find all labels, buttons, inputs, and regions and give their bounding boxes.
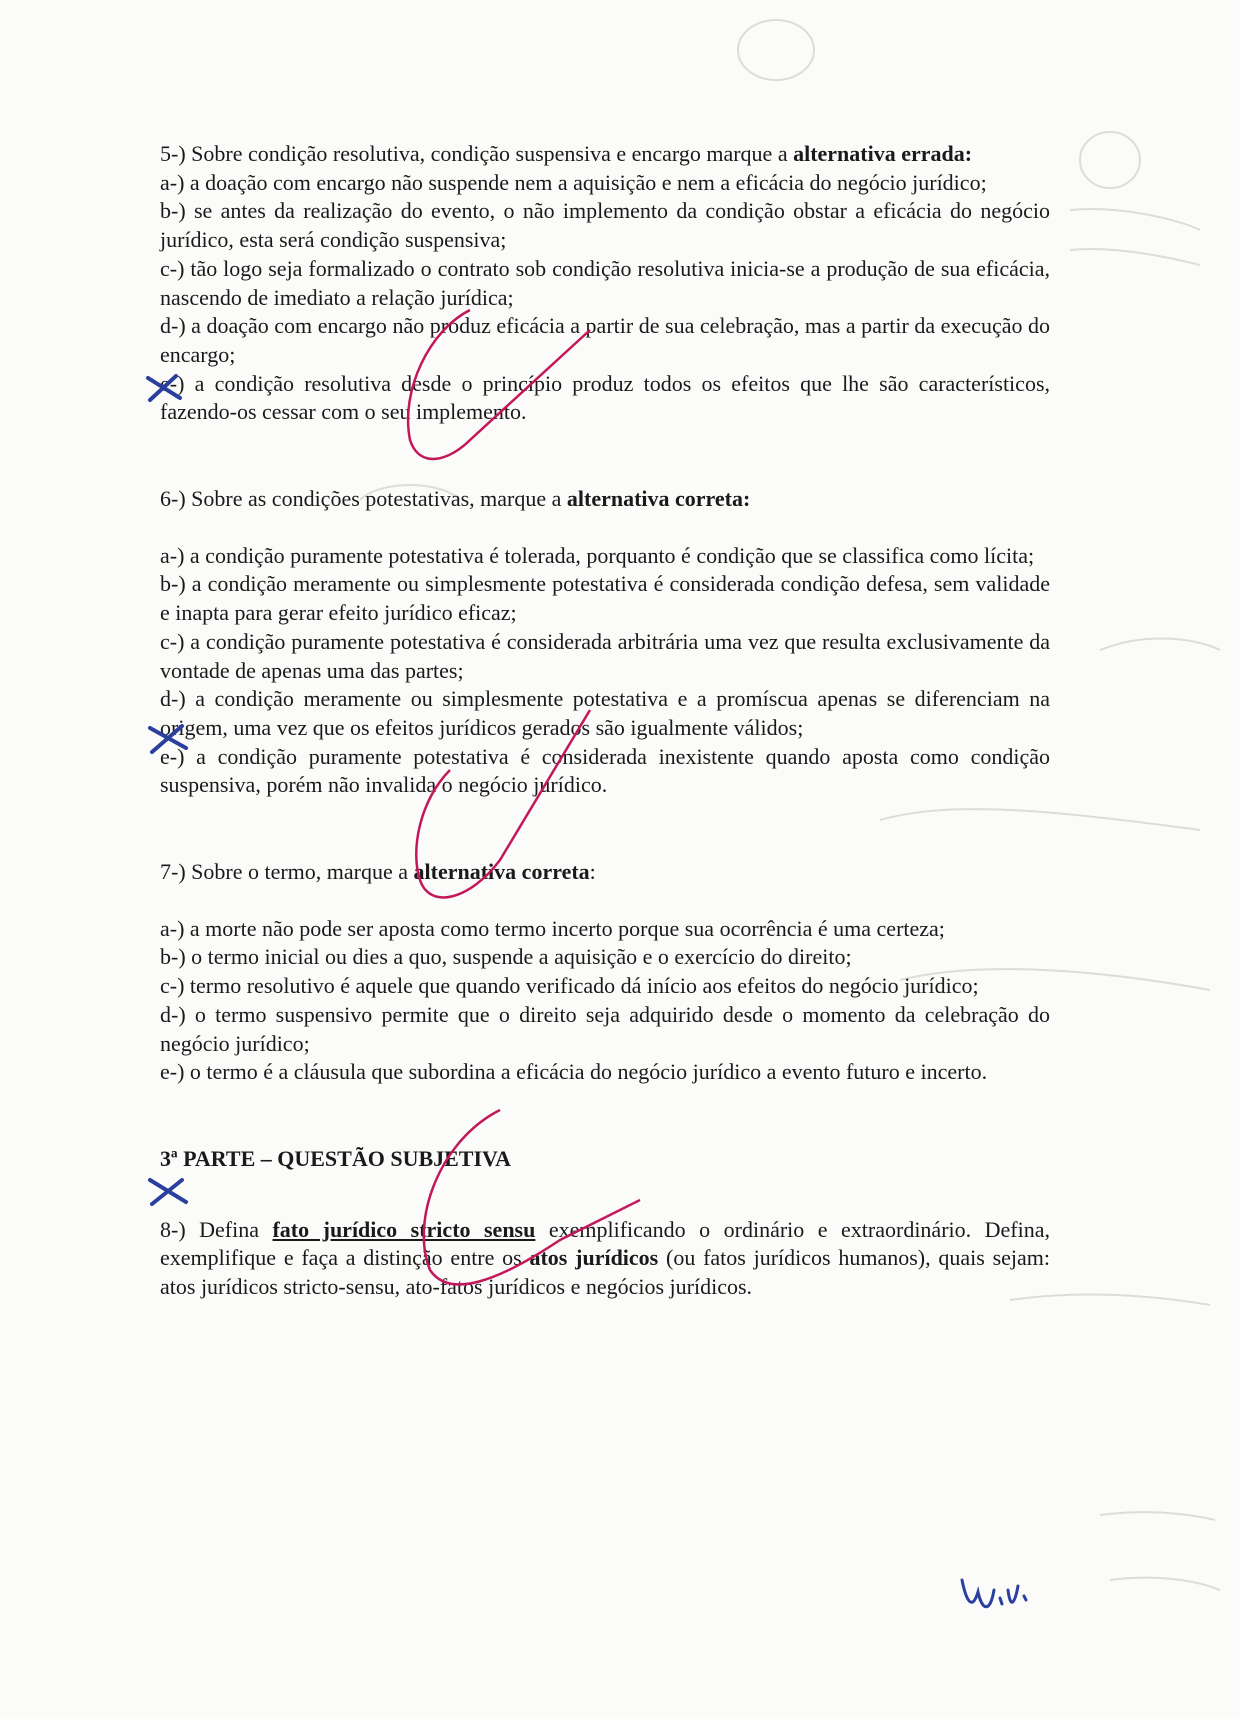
question-6-option-b: b-) a condição meramente ou simplesmente potestativa é considerada condição defesa, sem validade e inapta para gerar efeito jurídico eficaz; <box>160 571 1050 626</box>
question-5-option-c: c-) tão logo seja formalizado o contrato sob condição resolutiva inicia-se a produção de sua eficácia, nascendo de imediato a relação jurídica; <box>160 255 1050 310</box>
spacer <box>160 887 1050 915</box>
question-8-mid: exemplificando o ordinário e extraordinário. Defina, exemplifique e faça a distinção entre os <box>160 1216 1050 1271</box>
question-8 <box>160 1216 1050 1302</box>
question-7-option-b: b-) o termo inicial ou dies a quo, suspende a aquisição e o exercício do direito; <box>160 944 852 970</box>
question-7-emphasis: alternativa correta <box>413 859 590 885</box>
question-7-option-a: a-) a morte não pode ser aposta como termo incerto porque sua ocorrência é uma certeza; <box>160 915 945 941</box>
question-8-post: (ou fatos jurídicos humanos), quais sejam: atos jurídicos stricto-sensu, ato-fatos jurídicos e negócios jurídicos. <box>160 1245 1051 1300</box>
question-7-option-d: d-) o termo suspensivo permite que o direito seja adquirido desde o momento da celebração do negócio jurídico; <box>160 1001 1050 1056</box>
question-7-stem-text: 7-) Sobre o termo, marque a <box>160 859 414 885</box>
question-6-stem-text: 6-) Sobre as condições potestativas, marque a <box>160 486 567 512</box>
spacer <box>160 514 1050 542</box>
question-7 <box>160 858 1050 1087</box>
question-5-stem-text: 5-) Sobre condição resolutiva, condição suspensiva e encargo marque a <box>160 141 794 166</box>
question-5-option-a: a-) a doação com encargo não suspende nem a aquisição e nem a eficácia do negócio jurídico; <box>160 169 987 195</box>
signature <box>962 1580 1026 1607</box>
question-5-stem <box>160 140 1050 169</box>
question-8-term: fato jurídico stricto sensu <box>272 1216 536 1242</box>
question-5-option-d: d-) a doação com encargo não produz eficácia a partir de sua celebração, mas a partir da execução do encargo; <box>160 313 1050 367</box>
question-6-option-c: c-) a condição puramente potestativa é considerada arbitrária uma vez que resulta exclusivamente da vontade de apenas uma das partes; <box>160 628 1050 683</box>
section-title: 3ª PARTE – QUESTÃO SUBJETIVA <box>160 1145 511 1171</box>
question-6-option-e: e-) a condição puramente potestativa é considerada inexistente quando aposta como condição suspensiva, porém não invalida o negócio jurídico. <box>160 743 1050 798</box>
question-5-option-e: e-) a condição resolutiva desde o princípio produz todos os efeitos que lhe são característicos, fazendo-os cessar com o seu implemento. <box>160 370 1050 425</box>
question-5-emphasis: alternativa errada: <box>793 141 973 166</box>
question-6-option-d: d-) a condição meramente ou simplesmente potestativa e a promíscua apenas se diferenciam na origem, uma vez que os efeitos jurídicos gerados são igualmente válidos; <box>160 686 1050 740</box>
question-5 <box>160 140 1050 427</box>
question-8-pre: 8-) Defina <box>160 1216 273 1242</box>
question-6-emphasis: alternativa correta: <box>566 486 751 512</box>
question-8-text <box>160 1216 1050 1302</box>
question-6 <box>160 485 1050 800</box>
question-7-stem-colon: : <box>589 859 596 885</box>
exam-content <box>160 140 1050 1302</box>
question-6-option-a: a-) a condição puramente potestativa é tolerada, porquanto é condição que se classifica como lícita; <box>160 542 1035 568</box>
question-5-option-b: b-) se antes da realização do evento, o não implemento da condição obstar a eficácia do negócio jurídico, esta será condição suspensiva; <box>160 198 1050 253</box>
question-6-stem <box>160 485 1050 514</box>
question-7-stem <box>160 858 1050 887</box>
question-8-emphasis: atos jurídicos <box>529 1245 659 1271</box>
question-7-option-e: e-) o termo é a cláusula que subordina a eficácia do negócio jurídico a evento futuro e incerto. <box>160 1059 988 1085</box>
question-7-option-c: c-) termo resolutivo é aquele que quando verificado dá início aos efeitos do negócio jurídico; <box>160 973 979 999</box>
